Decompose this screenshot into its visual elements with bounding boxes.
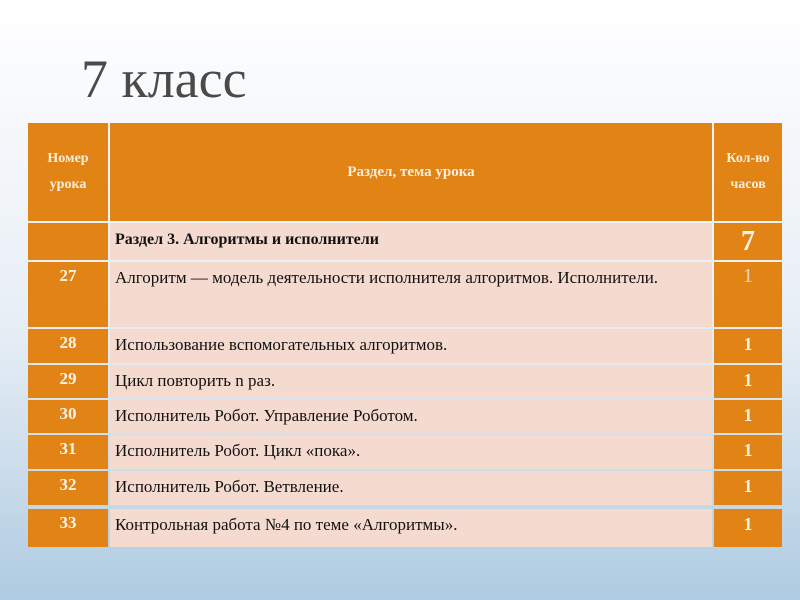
table-row [28,471,782,505]
slide-title: 7 класс [81,49,247,109]
lesson-number: 29 [28,365,108,398]
lesson-hours: 1 [714,471,782,505]
table-row [28,400,782,433]
lesson-topic: Цикл повторить n раз. [110,365,712,398]
lesson-hours: 1 [714,435,782,469]
section-number [28,223,108,260]
lesson-hours: 1 [714,509,782,547]
lesson-hours: 1 [714,329,782,363]
header-number [28,123,108,221]
lesson-topic: Использование вспомогательных алгоритмов. [110,329,712,363]
table-row [28,509,782,547]
lesson-number: 28 [28,329,108,363]
table-row [28,329,782,363]
section-hours: 7 [714,223,782,260]
header-hours-label: Кол-во часов [726,151,770,192]
lesson-hours: 1 [714,365,782,398]
lesson-topic: Исполнитель Робот. Цикл «пока». [110,435,712,469]
section-title: Раздел 3. Алгоритмы и исполнители [110,223,712,260]
lesson-topic: Исполнитель Робот. Управление Роботом. [110,400,712,433]
section-row [28,223,782,260]
header-hours [714,123,782,221]
lesson-topic: Алгоритм — модель деятельности исполнителя алгоритмов. Исполнители. [110,262,712,327]
lesson-number: 27 [28,262,108,327]
lesson-number: 31 [28,435,108,469]
header-number-label: Номер урока [47,151,89,192]
header-topic [110,123,712,221]
lesson-hours: 1 [714,400,782,433]
table-row [28,365,782,398]
lesson-topic: Контрольная работа №4 по теме «Алгоритмы». [110,509,712,547]
table-row [28,435,782,469]
table-row [28,262,782,327]
lesson-number: 32 [28,471,108,505]
lesson-number: 30 [28,400,108,433]
lesson-hours: 1 [714,262,782,327]
header-topic-label: Раздел, тема урока [347,163,475,180]
table-header-row [28,123,782,221]
lesson-number: 33 [28,509,108,547]
lesson-topic: Исполнитель Робот. Ветвление. [110,471,712,505]
